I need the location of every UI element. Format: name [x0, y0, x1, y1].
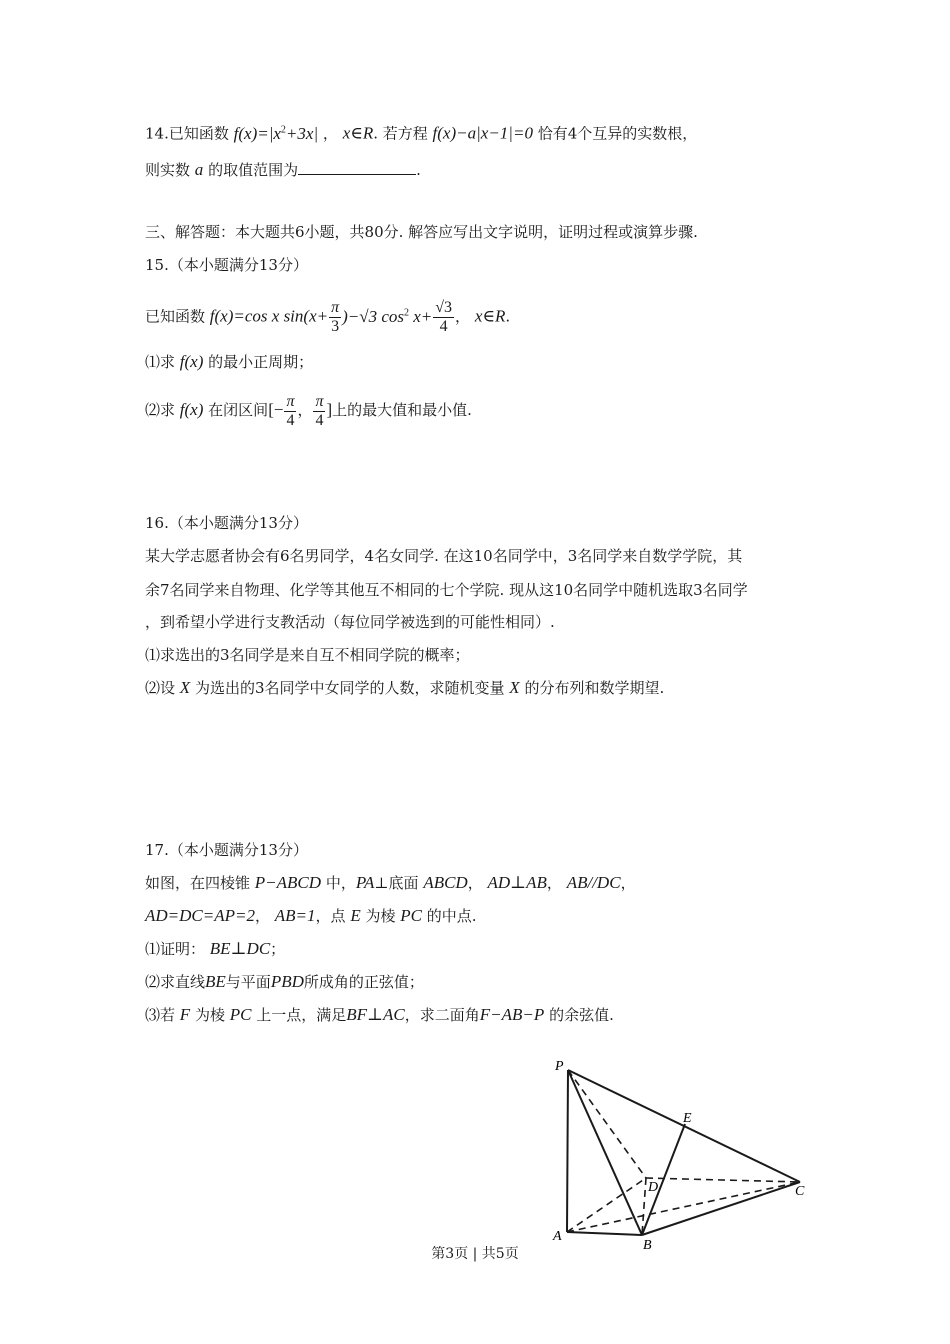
q14-domain: x∈R [342, 123, 374, 143]
q16-part-1: ⑴求选出的3名同学是来自互不相同学院的概率； [145, 646, 470, 664]
q14-text: 14.已知函数 [145, 124, 229, 143]
label-C: C [795, 1184, 805, 1199]
pyramid-figure [545, 1050, 815, 1250]
q14-line-2: 则实数 a 的取值范围为 . [145, 160, 421, 179]
q16-header: 16.（本小题满分13分） [145, 514, 308, 532]
q17-part-3: ⑶若 F 为棱 PC 上一点，满足BF⊥AC，求二面角F−AB−P 的余弦值. [145, 1005, 614, 1024]
q16-part-2: ⑵设 X 为选出的3名同学中女同学的人数，求随机变量 X 的分布列和数学期望. [145, 678, 665, 697]
q17-header: 17.（本小题满分13分） [145, 841, 308, 859]
pi-over-3: $\frac{\pi}{3}$ [331, 299, 340, 336]
edge-PB [568, 1070, 642, 1235]
edge-AC [567, 1182, 800, 1232]
q14-function: $f(x)=|x^2+3x|$ [233, 123, 319, 143]
q17-part-2: ⑵求直线BE与平面PBD所成角的正弦值； [145, 972, 424, 991]
q17-line-1: 如图，在四棱锥 P−ABCD 中，PA⊥底面 ABCD， AD⊥AB， AB//DC， [145, 873, 636, 892]
q15-header: 15.（本小题满分13分） [145, 256, 308, 274]
edge-PA [567, 1070, 568, 1232]
q17-line-2: AD=DC=AP=2， AB=1，点 E 为棱 PC 的中点. [145, 906, 477, 925]
q15-part-1: ⑴求 f(x) 的最小正周期； [145, 352, 314, 371]
answer-blank [298, 160, 416, 175]
q14-line-1: 14.已知函数 $f(x)=|x^2+3x|$ ， x∈R. 若方程 f(x)−a|x−1|=0 恰有4个互异的实数根， [145, 123, 698, 143]
section-3-heading: 三、解答题：本大题共6小题，共80分. 解答应写出文字说明，证明过程或演算步骤. [145, 223, 698, 241]
q15-part-2: ⑵求 f(x) 在闭区间[− $\frac{\pi}{4}$ ， $\frac{\pi}{4}$ ]上的最大值和最小值. [145, 392, 472, 429]
edge-DC [646, 1178, 800, 1182]
q16-line-3: ，到希望小学进行支教活动（每位同学被选到的可能性相同）. [145, 613, 555, 631]
sqrt3-over-4: $\frac{√3}{4}$ [435, 299, 453, 336]
q16-line-2: 余7名同学来自物理、化学等其他互不相同的七个学院. 现从这10名同学中随机选取3名同学 [145, 581, 748, 599]
page-footer: 第3页 | 共5页 [431, 1246, 519, 1262]
q17-part-1: ⑴证明： BE⊥DC； [145, 939, 286, 958]
q14-equation: f(x)−a|x−1|=0 [432, 123, 533, 143]
q15-stem: 已知函数 f(x)=cos x sin(x+ $\frac{\pi}{3}$ )−√3 $\cos^2 x+$ $\frac{√3}{4}$ ， x∈R. [145, 299, 511, 336]
edge-PD [568, 1070, 646, 1178]
q16-line-1: 某大学志愿者协会有6名男同学，4名女同学. 在这10名同学中，3名同学来自数学学院，其 [145, 547, 743, 565]
label-D: D [648, 1180, 659, 1195]
label-P: P [555, 1059, 564, 1074]
edge-AB [567, 1232, 642, 1235]
label-B: B [643, 1238, 652, 1250]
label-A: A [553, 1229, 562, 1244]
label-E: E [683, 1111, 692, 1126]
edge-BC [642, 1182, 800, 1235]
